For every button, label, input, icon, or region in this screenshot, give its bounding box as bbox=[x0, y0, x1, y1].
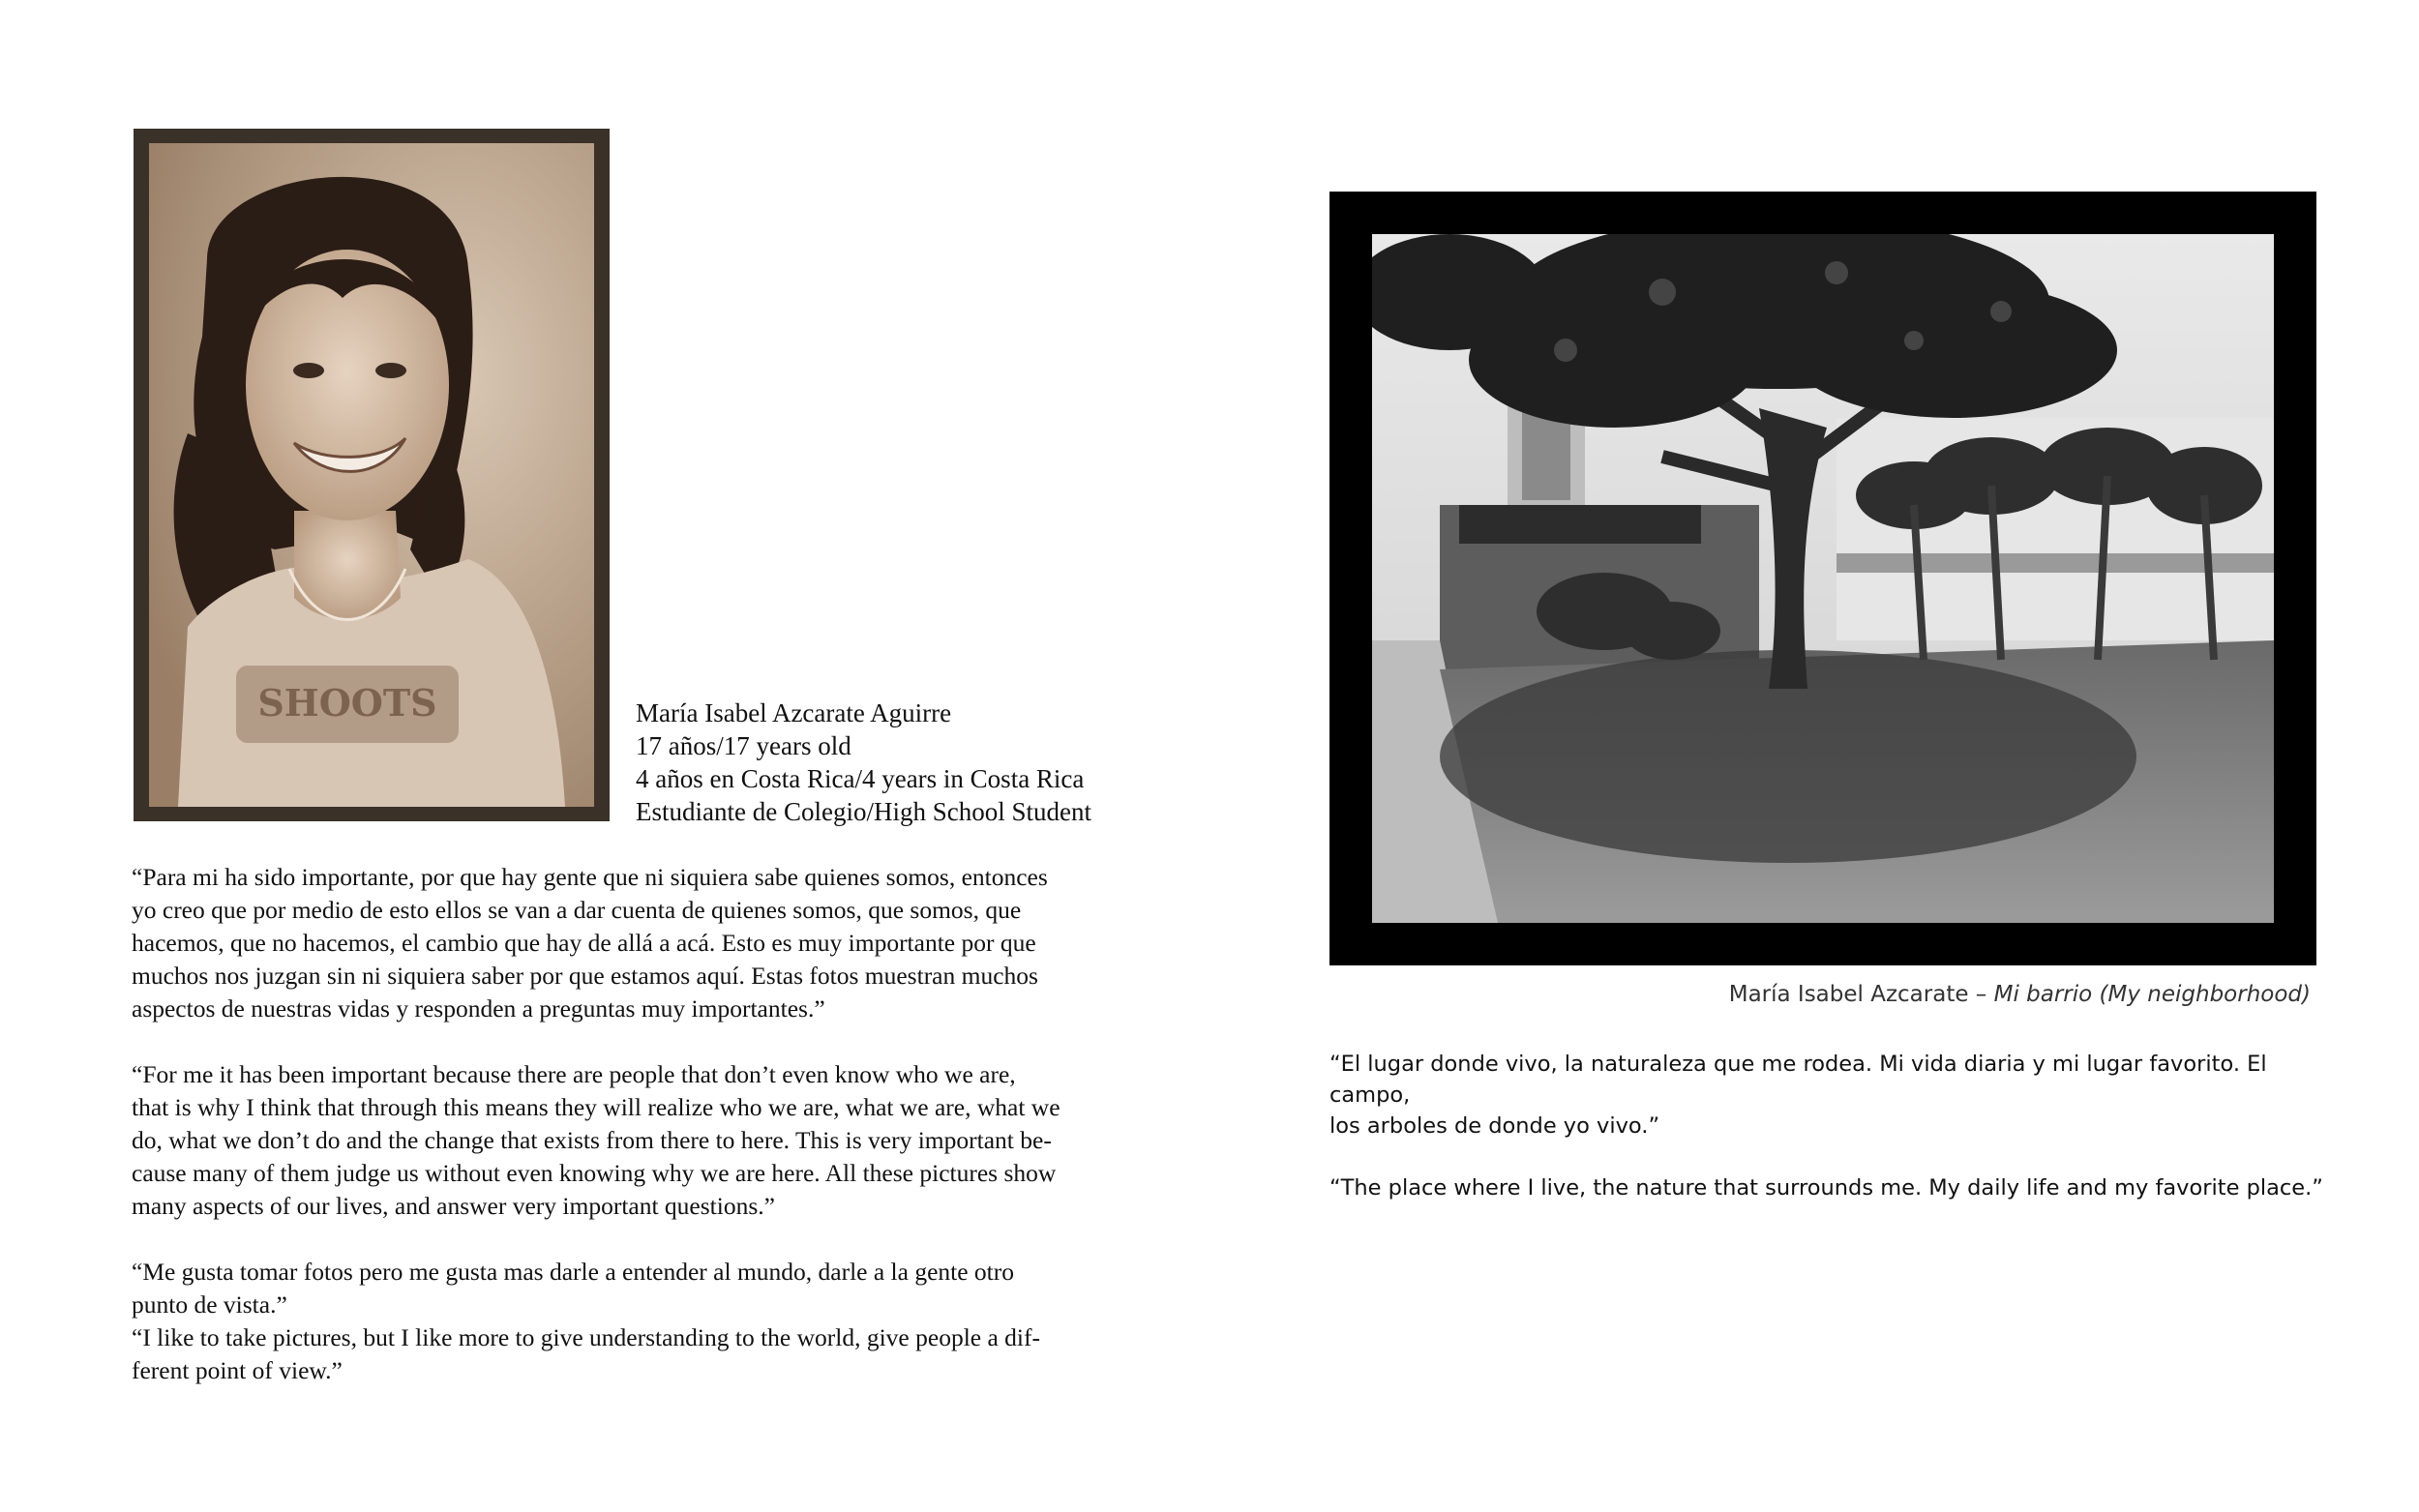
photo-quote-english bbox=[1329, 1172, 2336, 1203]
caption-author: María Isabel Azcarate – bbox=[1728, 982, 1994, 1007]
quote-line: los arboles de donde yo vivo.” bbox=[1329, 1113, 1660, 1139]
neighborhood-photo-icon bbox=[1372, 234, 2274, 923]
neighborhood-photo bbox=[1372, 234, 2274, 923]
quote-line: many aspects of our lives, and answer very important questions.” bbox=[132, 1192, 775, 1220]
quote-line: punto de vista.” bbox=[132, 1290, 287, 1319]
portrait-frame bbox=[134, 129, 610, 821]
quote-line: “Para mi ha sido importante, por que hay gente que ni siquiera sabe quienes somos, entonces bbox=[132, 863, 1048, 891]
quote-line: do, what we don’t do and the change that exists from there to here. This is very important be- bbox=[132, 1126, 1052, 1154]
quote-line: “El lugar donde vivo, la naturaleza que me rodea. Mi vida diaria y mi lugar favorito. El campo, bbox=[1329, 1052, 2267, 1108]
quote-line: hacemos, que no hacemos, el cambio que hay de allá a acá. Esto es muy importante por que bbox=[132, 929, 1036, 957]
quote-line: “Me gusta tomar fotos pero me gusta mas darle a entender al mundo, darle a la gente otro bbox=[132, 1258, 1015, 1286]
caption-title: Mi barrio (My neighborhood) bbox=[1993, 982, 2311, 1007]
quote-line: “The place where I live, the nature that surrounds me. My daily life and my favorite place.” bbox=[1329, 1175, 2323, 1201]
interview-quotes bbox=[132, 861, 1109, 1387]
quote-line: yo creo que por medio de esto ellos se van a dar cuenta de quienes somos, que somos, que bbox=[132, 896, 1022, 924]
portrait-photo bbox=[149, 143, 594, 807]
photo-quote-spanish bbox=[1329, 1049, 2336, 1141]
bio-name: María Isabel Azcarate Aguirre bbox=[636, 698, 952, 727]
portrait-photo-icon bbox=[149, 143, 594, 807]
quote-line: cause many of them judge us without even knowing why we are here. All these pictures show bbox=[132, 1159, 1057, 1187]
bio-occupation: Estudiante de Colegio/High School Student bbox=[636, 797, 1091, 826]
quote-line: muchos nos juzgan sin ni siquiera saber por que estamos aquí. Estas fotos muestran muchos bbox=[132, 962, 1038, 990]
quote-1-spanish bbox=[132, 861, 1109, 1025]
quote-1-english bbox=[132, 1058, 1109, 1223]
bio-block bbox=[636, 697, 1139, 828]
svg-text:SHOOTS: SHOOTS bbox=[257, 681, 437, 725]
right-page bbox=[1210, 0, 2419, 1512]
neighborhood-photo-frame bbox=[1329, 192, 2316, 965]
photo-caption bbox=[1329, 982, 2311, 1007]
bio-age: 17 años/17 years old bbox=[636, 731, 851, 760]
quote-line: aspectos de nuestras vidas y responden a preguntas muy importantes.” bbox=[132, 994, 825, 1023]
quote-2-english bbox=[132, 1321, 1109, 1387]
quote-line: that is why I think that through this means they will realize who we are, what we are, what we bbox=[132, 1093, 1060, 1121]
quote-line: “I like to take pictures, but I like more to give understanding to the world, give people a dif- bbox=[132, 1323, 1040, 1351]
bio-residence: 4 años en Costa Rica/4 years in Costa Rica bbox=[636, 764, 1085, 793]
quote-line: “For me it has been important because there are people that don’t even know who we are, bbox=[132, 1060, 1016, 1088]
photo-quotes bbox=[1329, 1049, 2336, 1203]
quote-line: ferent point of view.” bbox=[132, 1356, 343, 1384]
quote-2-spanish bbox=[132, 1256, 1109, 1321]
